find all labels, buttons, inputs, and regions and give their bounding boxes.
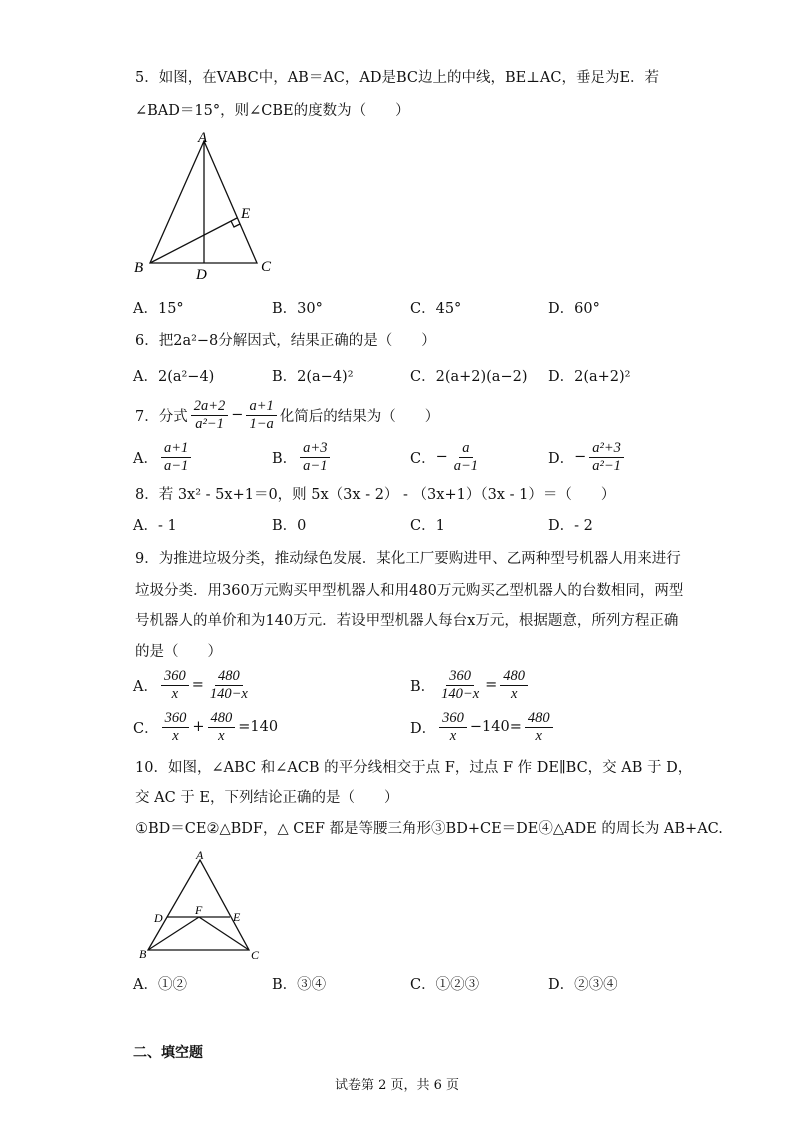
q5-option-d: D．60° <box>548 301 600 317</box>
q8-option-c: C．1 <box>410 518 445 534</box>
q7-option-d <box>548 440 627 474</box>
q9-option-a-frac-left: $\frac{360}{x}$ <box>161 668 189 702</box>
q7-suffix: 化简后的结果为（ ） <box>279 408 440 425</box>
q6-stem: 6．把2a²−8分解因式，结果正确的是（ ） <box>135 333 436 349</box>
q7-frac2-denominator: 1−a <box>249 415 274 432</box>
label-b-q10: B <box>139 947 147 961</box>
q7-frac1-denominator: a²−1 <box>195 415 224 432</box>
q7-option-c-label: C． <box>410 450 436 467</box>
q9-option-d: D． $\frac{360}{x}$ −140= $\frac{480}{x}$ <box>410 710 556 744</box>
q9-option-b-frac-left: $\frac{360}{140-x}$ <box>441 668 480 702</box>
q7-option-d-sign: − <box>574 449 587 466</box>
q9-option-d-frac-right: $\frac{480}{x}$ <box>525 710 553 744</box>
q9-option-a-label: A． <box>133 678 158 695</box>
q7-frac1-numerator: 2a+2 <box>191 398 229 416</box>
q5-option-c: C．45° <box>410 301 462 317</box>
q8-stem: 8．若 3x² - 5x+1＝0，则 5x（3x - 2） - （3x+1）（3x - 1）＝（ ） <box>135 487 616 503</box>
q9-option-c-frac-right: $\frac{480}{x}$ <box>208 710 236 744</box>
q9-option-d-label: D． <box>410 720 437 737</box>
q9-option-b-frac-right: $\frac{480}{x}$ <box>500 668 528 702</box>
label-b: B <box>134 260 144 276</box>
q5-option-b: B．30° <box>272 301 323 317</box>
q10-option-a: A．①② <box>133 977 187 993</box>
q9-stem-line1: 9．为推进垃圾分类，推动绿色发展．某化工厂要购进甲、乙两种型号机器人用来进行 <box>135 551 681 567</box>
line-fc <box>199 917 249 950</box>
label-c-q10: C <box>251 948 260 962</box>
q6-option-a: A．2(a²−4) <box>133 369 215 385</box>
q10-option-c: C．①②③ <box>410 977 480 993</box>
q7-option-b-label: B． <box>272 450 298 467</box>
q9-option-a: A． $\frac{360}{x}$ = $\frac{480}{140-x}$ <box>133 668 254 702</box>
label-a-q10: A <box>196 848 204 862</box>
q7-minus: − <box>231 407 244 424</box>
q7-option-c <box>410 440 484 474</box>
q8-option-b: B．0 <box>272 518 307 534</box>
q10-triangle-figure <box>130 840 270 970</box>
q9-stem-line4: 的是（ ） <box>135 644 222 660</box>
q5-option-a: A．15° <box>133 301 184 317</box>
q7-option-c-fraction <box>451 440 481 474</box>
q10-option-b: B．③④ <box>272 977 327 993</box>
q9-option-a-frac-right: $\frac{480}{140-x}$ <box>209 668 248 702</box>
label-f-q10: F <box>195 903 203 917</box>
q7-option-c-denominator: a−1 <box>453 457 479 474</box>
q9-option-d-frac-left: $\frac{360}{x}$ <box>439 710 467 744</box>
q5-stem-line1: 5．如图，在VABC中，AB＝AC，AD是BC边上的中线，BE⊥AC，垂足为E．若 <box>135 70 660 86</box>
section-heading: 二、填空题 <box>133 1045 203 1061</box>
q10-stem-line2: 交 AC 于 E，下列结论正确的是（ ） <box>135 790 399 806</box>
q10-stem-line1: 10．如图，∠ABC 和∠ACB 的平分线相交于点 F，过点 F 作 DE∥BC，交 AB 于 D， <box>135 760 693 776</box>
label-d: D <box>196 267 207 283</box>
q5-stem-line2: ∠BAD＝15°，则∠CBE的度数为（ ） <box>135 103 410 119</box>
q7-option-a-label: A． <box>133 450 158 467</box>
q7-option-d-fraction <box>589 440 624 474</box>
q7-option-c-numerator: a <box>459 440 472 458</box>
q6-option-b: B．2(a−4)² <box>272 369 354 385</box>
q7-fraction-2 <box>246 398 276 432</box>
q9-option-c-frac-left: $\frac{360}{x}$ <box>162 710 190 744</box>
q7-prefix: 7．分式 <box>135 408 188 425</box>
q7-fraction-1 <box>191 398 229 432</box>
q7-option-a-fraction <box>161 440 191 474</box>
q7-option-b-numerator: a+3 <box>300 440 330 458</box>
label-d-q10: D <box>154 911 163 925</box>
q9-option-c-label: C． <box>133 720 159 737</box>
q9-stem-line2: 垃圾分类．用360万元购买甲型机器人和用480万元购买乙型机器人的台数相同，两型 <box>135 583 684 599</box>
q7-option-d-label: D． <box>548 450 575 467</box>
label-e-q10: E <box>233 910 241 924</box>
q10-option-d: D．②③④ <box>548 977 618 993</box>
q7-stem <box>135 398 439 432</box>
q8-option-d: D．- 2 <box>548 518 593 534</box>
q6-option-c: C．2(a+2)(a−2) <box>410 369 528 385</box>
q7-option-d-denominator: a²−1 <box>592 457 621 474</box>
label-c: C <box>261 259 272 275</box>
q7-frac2-numerator: a+1 <box>246 398 276 416</box>
q7-option-a-denominator: a−1 <box>163 457 189 474</box>
q7-option-a-numerator: a+1 <box>161 440 191 458</box>
page-footer: 试卷第 2 页，共 6 页 <box>334 1078 460 1093</box>
q8-option-a: A．- 1 <box>133 518 177 534</box>
q9-option-b-label: B． <box>410 678 436 695</box>
q7-option-b-denominator: a−1 <box>303 457 328 474</box>
q9-option-c: C． $\frac{360}{x}$ + $\frac{480}{x}$ =140 <box>133 710 279 744</box>
q9-option-b: B． $\frac{360}{140-x}$ = $\frac{480}{x}$ <box>410 668 531 702</box>
q7-option-c-sign: − <box>435 449 448 466</box>
label-a: A <box>198 130 208 146</box>
label-e: E <box>241 206 251 222</box>
q7-option-a <box>133 440 194 474</box>
q7-option-b <box>272 440 333 474</box>
q5-triangle-figure <box>130 128 290 288</box>
altitude-be <box>150 218 237 263</box>
q6-option-d: D．2(a+2)² <box>548 369 631 385</box>
q7-option-b-fraction <box>300 440 330 474</box>
q10-stem-line3: ①BD＝CE②△BDF，△ CEF 都是等腰三角形③BD+CE＝DE④△ADE 的周长为 AB+AC. <box>135 821 723 837</box>
q9-stem-line3: 号机器人的单价和为140万元．若设甲型机器人每台x万元，根据题意，所列方程正确 <box>135 613 679 629</box>
q7-option-d-numerator: a²+3 <box>589 440 624 458</box>
